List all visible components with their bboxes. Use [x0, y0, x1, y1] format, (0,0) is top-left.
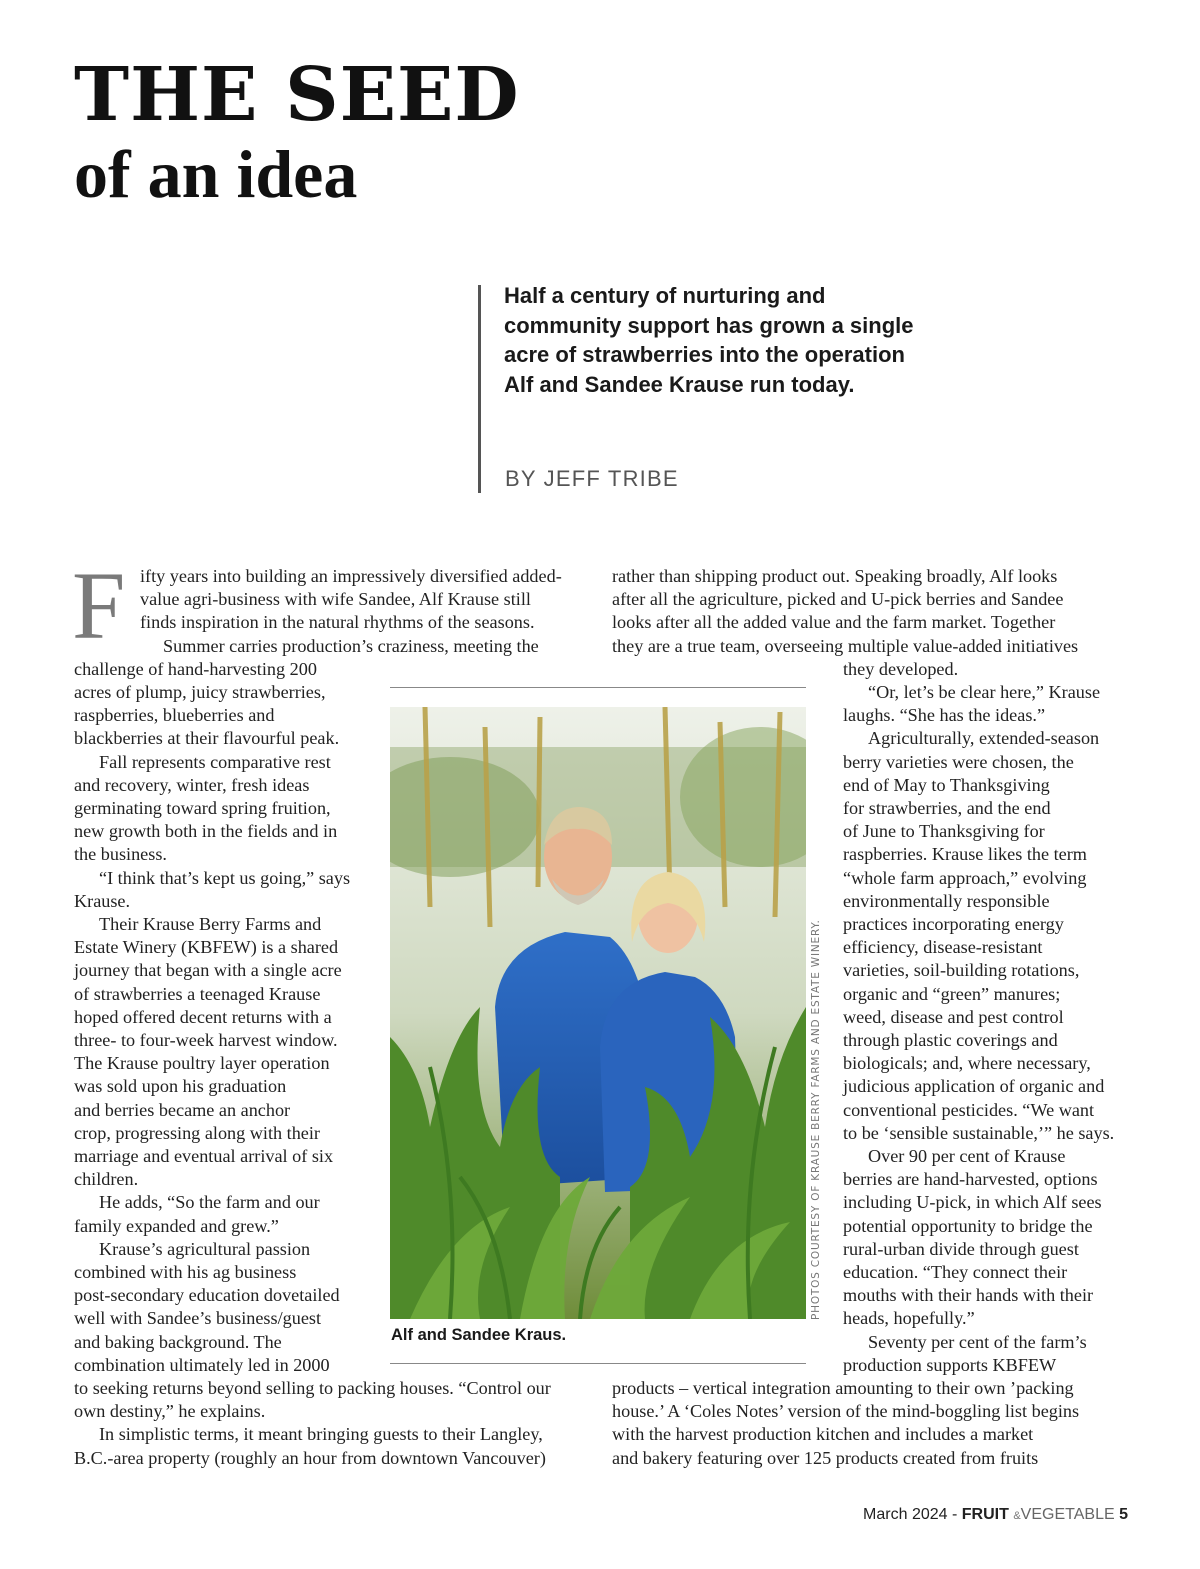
text-line: through plastic coverings and — [843, 1030, 1058, 1050]
farmers-photo — [390, 707, 806, 1319]
text-line: children. — [74, 1169, 139, 1190]
text-line: hoped offered decent returns with a — [74, 1006, 332, 1027]
text-line: In simplistic terms, it meant bringing guests to their Langley, — [99, 1424, 543, 1445]
text-line: practices incorporating energy — [843, 914, 1064, 934]
footer-brand: FRUIT — [961, 1506, 1009, 1523]
drop-cap: F — [72, 552, 126, 659]
text-line: journey that began with a single acre — [74, 960, 342, 981]
text-line: including U-pick, in which Alf sees — [843, 1192, 1102, 1213]
footer-brand-secondary: VEGETABLE — [1020, 1506, 1115, 1523]
photo-credit: PHOTOS COURTESY OF KRAUSE BERRY FARMS AND ESTATE WINERY. — [810, 919, 822, 1320]
headline: THE SEED — [74, 52, 520, 138]
text-line: acres of plump, juicy strawberries, — [74, 682, 326, 702]
deck-rule — [478, 285, 481, 493]
text-line: organic and “green” manures; — [843, 983, 1061, 1004]
text-line: berries are hand-harvested, options — [843, 1169, 1098, 1190]
text-line: Krause. — [74, 890, 131, 911]
text-line: the business. — [74, 844, 167, 865]
text-line: Their Krause Berry Farms and — [99, 914, 322, 934]
footer-ampersand: & — [1013, 1510, 1021, 1522]
text-line: finds inspiration in the natural rhythms of the seasons. — [140, 612, 535, 633]
text-line: of June to Thanksgiving for — [843, 821, 1045, 842]
text-line: Fall represents comparative rest — [99, 751, 331, 772]
text-line: and bakery featuring over 125 products created from fruits — [612, 1447, 1039, 1468]
text-line: “I think that’s kept us going,” says — [99, 867, 351, 888]
text-line: berry varieties were chosen, the — [843, 751, 1074, 772]
text-line: germinating toward spring fruition, — [74, 798, 331, 818]
photo-top-rule — [390, 687, 806, 688]
text-line: and berries became an anchor — [74, 1099, 291, 1120]
text-line: three- to four-week harvest window. — [74, 1030, 338, 1050]
text-line: combination ultimately led in 2000 — [74, 1354, 330, 1375]
text-line: rural-urban divide through guest — [843, 1238, 1079, 1259]
text-line: environmentally responsible — [843, 890, 1050, 911]
text-line: new growth both in the fields and in — [74, 821, 338, 842]
text-line: for strawberries, and the end — [843, 798, 1051, 818]
text-line: marriage and eventual arrival of six — [74, 1146, 334, 1166]
text-line: Summer carries production’s craziness, meeting the — [163, 635, 539, 656]
text-line: Krause’s agricultural passion — [99, 1238, 311, 1259]
text-line: Agriculturally, extended-season — [868, 728, 1100, 749]
text-line: after all the agriculture, picked and U-pick berries and Sandee — [612, 589, 1064, 610]
text-line: crop, progressing along with their — [74, 1122, 320, 1143]
text-line: with the harvest production kitchen and includes a market — [612, 1424, 1034, 1445]
text-line: production supports KBFEW — [843, 1354, 1057, 1375]
headline-subtitle: of an idea — [74, 136, 358, 212]
text-line: to be ‘sensible sustainable,’” he says. — [843, 1122, 1115, 1143]
text-line: and recovery, winter, fresh ideas — [74, 774, 310, 795]
text-line: to seeking returns beyond selling to packing houses. “Control our — [74, 1378, 551, 1398]
text-line: they are a true team, overseeing multiple value-added initiatives — [612, 635, 1079, 656]
text-line: efficiency, disease-resistant — [843, 937, 1043, 958]
text-line: potential opportunity to bridge the — [843, 1215, 1093, 1236]
text-line: laughs. “She has the ideas.” — [843, 705, 1046, 726]
text-line: raspberries. Krause likes the term — [843, 844, 1087, 865]
text-line: judicious application of organic and — [843, 1076, 1105, 1097]
page-footer — [863, 1506, 1128, 1524]
text-line: ifty years into building an impressively diversified added- — [140, 566, 562, 586]
byline: BY JEFF TRIBE — [505, 466, 679, 491]
text-line: of strawberries a teenaged Krause — [74, 983, 321, 1004]
text-line: “whole farm approach,” evolving — [843, 867, 1087, 888]
text-line: heads, hopefully.” — [843, 1308, 975, 1329]
text-line: well with Sandee’s business/guest — [74, 1308, 322, 1329]
text-line: house.’ A ‘Coles Notes’ version of the mind-boggling list begins — [612, 1401, 1080, 1422]
photo-caption: Alf and Sandee Kraus. — [391, 1326, 567, 1344]
text-line: rather than shipping product out. Speaking broadly, Alf looks — [612, 566, 1058, 586]
text-line: Estate Winery (KBFEW) is a shared — [74, 937, 339, 958]
deck-text: Half a century of nurturing and community support has grown a single acre of strawberries into the operation Alf and Sandee Krause run today. — [504, 283, 914, 398]
text-line: challenge of hand-harvesting 200 — [74, 658, 317, 679]
text-line: Seventy per cent of the farm’s — [868, 1331, 1087, 1352]
text-line: He adds, “So the farm and our — [99, 1192, 320, 1213]
text-line: end of May to Thanksgiving — [843, 774, 1050, 795]
text-line: was sold upon his graduation — [74, 1076, 287, 1097]
text-line: conventional pesticides. “We want — [843, 1099, 1095, 1120]
text-line: mouths with their hands with their — [843, 1285, 1094, 1306]
text-line: The Krause poultry layer operation — [74, 1053, 330, 1074]
text-line: own destiny,” he explains. — [74, 1401, 266, 1422]
text-line: biologicals; and, where necessary, — [843, 1053, 1091, 1074]
text-line: they developed. — [843, 658, 959, 679]
text-line: B.C.-area property (roughly an hour from downtown Vancouver) — [74, 1447, 546, 1468]
photo-bottom-rule — [390, 1363, 806, 1364]
text-line: raspberries, blueberries and — [74, 705, 275, 726]
text-line: combined with his ag business — [74, 1262, 297, 1282]
footer-date: March 2024 - — [863, 1506, 962, 1523]
text-line: value agri-business with wife Sandee, Alf Krause still — [140, 589, 531, 610]
text-line: post-secondary education dovetailed — [74, 1285, 340, 1306]
text-line: and baking background. The — [74, 1331, 282, 1352]
text-line: “Or, let’s be clear here,” Krause — [868, 682, 1101, 702]
text-line: products – vertical integration amounting to their own ’packing — [612, 1378, 1074, 1398]
text-line: looks after all the added value and the farm market. Together — [612, 612, 1056, 633]
text-line: Over 90 per cent of Krause — [868, 1146, 1066, 1166]
text-line: family expanded and grew.” — [74, 1215, 279, 1236]
text-line: education. “They connect their — [843, 1262, 1068, 1282]
text-line: blackberries at their flavourful peak. — [74, 728, 340, 749]
text-line: weed, disease and pest control — [843, 1006, 1064, 1027]
text-line: varieties, soil-building rotations, — [843, 960, 1080, 981]
page-number: 5 — [1119, 1506, 1128, 1523]
